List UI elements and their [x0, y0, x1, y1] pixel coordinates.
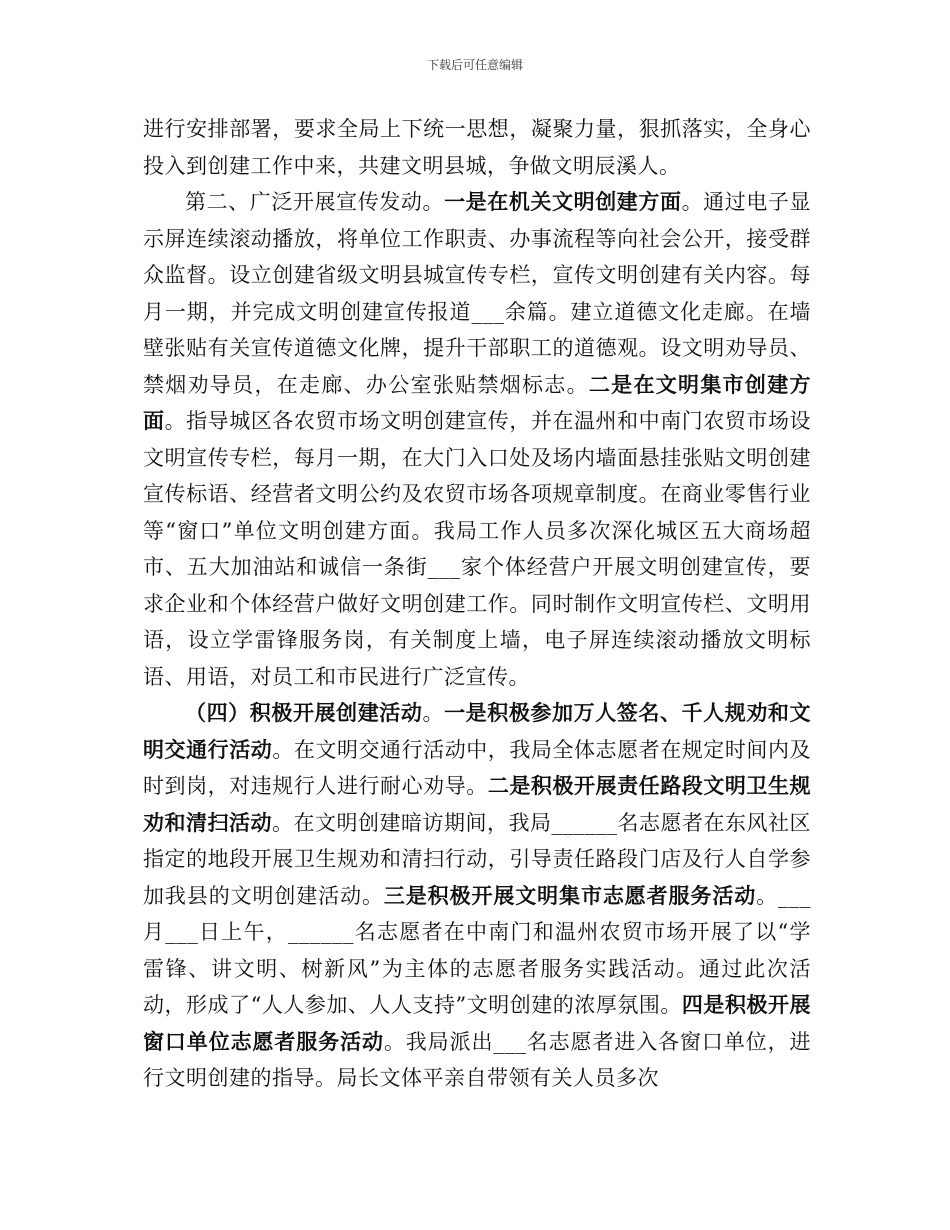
- text-run: 。在文明创建暗访期间，我局______名志愿者在东风社区指定的地段开展卫生规劝和清扫行动，引导责任路段门店及行人自学参加我县的文明创建活动。: [143, 810, 811, 908]
- text-run: 。通过电子显示屏连续滚动播放，将单位工作职责、办事流程等向社会公开，接受群众监督。设立创建省级文明县城宣传专栏，宣传文明创建有关内容。每月一期，并完成文明创建宣传报道___余篇。建立道德文化走廊。在墙壁张贴有关宣传道德文化牌，提升干部职工的道德观。设文明劝导员、禁烟劝导员，在走廊、办公室张贴禁烟标志。: [143, 190, 812, 397]
- paragraph: [143, 111, 811, 184]
- paragraph: [143, 184, 811, 695]
- text-run: 。: [422, 701, 445, 725]
- bold-heading: 二是在文明集市创建方面: [143, 371, 812, 433]
- bold-heading: 一是积极参加万人签名、千人规劝和文明交通行活动: [143, 700, 812, 762]
- text-run: 。在文明交通行活动中，我局全体志愿者在规定时间内及时到岗，对违规行人进行耐心劝导。: [143, 737, 812, 798]
- bold-heading: 四是积极开展窗口单位志愿者服务活动: [143, 992, 811, 1054]
- paragraph: [143, 695, 811, 1097]
- text-run: 。我局派出___名志愿者进入各窗口单位，进行文明创建的指导。局长文体平亲自带领有关人员多次: [143, 1029, 812, 1090]
- section-heading: （四）积极开展创建活动: [185, 700, 423, 725]
- page-header: 下载后可任意编辑: [426, 58, 523, 72]
- bold-heading: 三是积极开展文明集市志愿者服务活动: [383, 882, 757, 908]
- text-run: 进行安排部署，要求全局上下统一思想，凝聚力量，狠抓落实，全身心投入到创建工作中来，共建文明县城，争做文明辰溪人。: [143, 117, 811, 178]
- text-run: 第二、广泛开展宣传发动。: [185, 190, 445, 214]
- document-body: [143, 111, 811, 1097]
- text-run: 。指导城区各农贸市场文明创建宣传，并在温州和中南门农贸市场设文明宣传专栏，每月一期，在大门入口处及场内墙面悬挂张贴文明创建宣传标语、经营者文明公约及农贸市场各项规章制度。在商业零售行业等“窗口”单位文明创建方面。我局工作人员多次深化城区五大商场超市、五大加油站和诚信一条街___家个体经营户开展文明创建宣传，要求企业和个体经营户做好文明创建工作。同时制作文明宣传栏、文明用语，设立学雷锋服务岗，有关制度上墙，电子屏连续滚动播放文明标语、用语，对员工和市民进行广泛宣传。: [143, 409, 812, 689]
- text-run: 。___月___日上午，______名志愿者在中南门和温州农贸市场开展了以“学雷锋、讲文明、树新风”为主体的志愿者服务实践活动。通过此次活动，形成了“人人参加、人人支持”文明创建的浓厚氛围。: [143, 883, 812, 1017]
- bold-heading: 二是积极开展责任路段文明卫生规劝和清扫活动: [143, 773, 812, 835]
- bold-heading: 一是在机关文明创建方面: [444, 189, 682, 214]
